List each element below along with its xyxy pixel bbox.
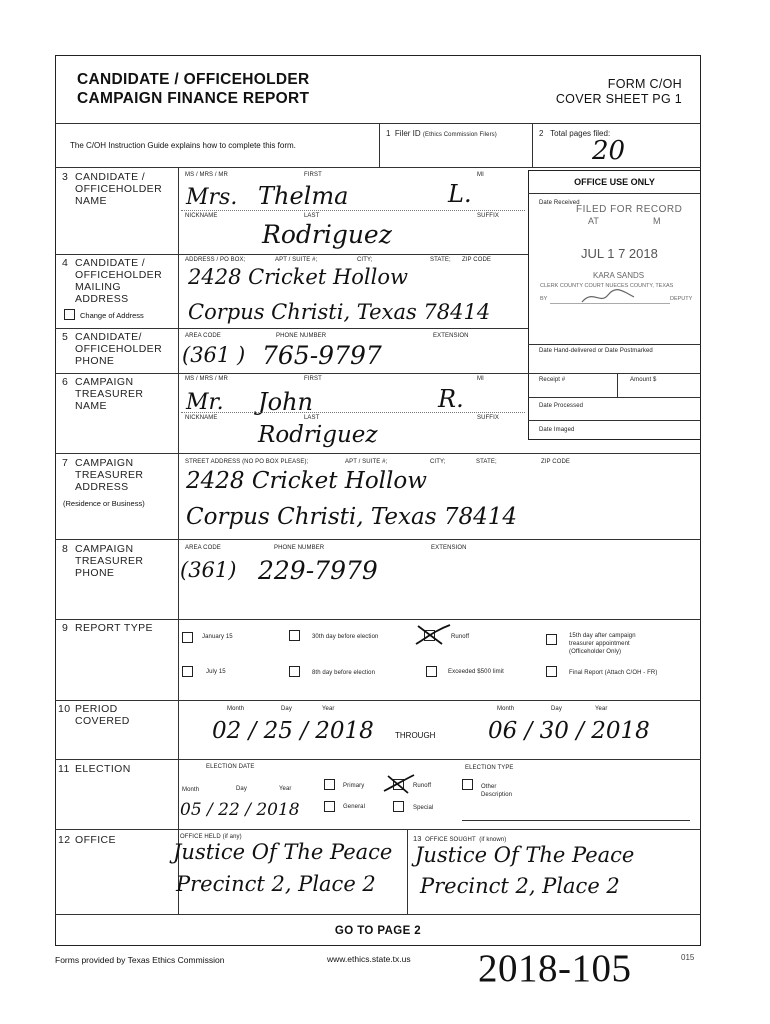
last-label: LAST (304, 415, 320, 421)
label-line: CANDIDATE / (75, 257, 146, 269)
treasurer-area-code[interactable]: (361) (180, 558, 237, 582)
day-label: Day (236, 786, 247, 792)
label-line: NAME (75, 195, 107, 207)
divider (55, 700, 701, 701)
filer-note: (Ethics Commission Filers) (422, 132, 497, 138)
nickname-label: NICKNAME (185, 415, 218, 421)
office-sought-line2[interactable]: Precinct 2, Place 2 (420, 874, 620, 898)
address-label: ADDRESS / PO BOX; (185, 257, 246, 263)
section-12-label (58, 834, 116, 846)
label-line: OFFICEHOLDER (75, 343, 163, 355)
form-title (77, 70, 310, 108)
stamp-date: JUL 1 7 2018 (581, 246, 658, 261)
city-label: CITY; (430, 459, 446, 465)
stamp-by: BY (540, 296, 548, 302)
form-revision: 015 (681, 953, 695, 962)
document-number: 2018-105 (478, 947, 632, 990)
30th-day-checkbox[interactable] (289, 630, 300, 641)
special-checkbox[interactable] (393, 801, 404, 812)
july-15-checkbox[interactable] (182, 666, 193, 677)
section-num: 7 (62, 457, 69, 469)
year-label: Year (279, 786, 292, 792)
year-label: Year (595, 706, 608, 712)
form-id (556, 77, 682, 107)
change-of-address-label: Change of Address (80, 311, 144, 320)
treasurer-address-line2[interactable]: Corpus Christi, Texas 78414 (186, 504, 518, 530)
general-label: General (343, 804, 366, 810)
label-line: CANDIDATE/ (75, 331, 142, 343)
suffix-label: SUFFIX (477, 213, 499, 219)
street-label: STREET ADDRESS (NO PO BOX PLEASE); (185, 459, 309, 465)
state-label: STATE; (430, 257, 451, 263)
label-line: REPORT TYPE (75, 622, 153, 634)
label-line: NAME (75, 400, 107, 412)
dotted-divider (181, 412, 525, 413)
8th-day-label: 8th day before election (312, 670, 376, 676)
month-label: Month (182, 787, 200, 793)
filer-id-label (386, 129, 497, 138)
label-line: PERIOD (75, 703, 118, 715)
website: www.ethics.state.tx.us (327, 954, 411, 964)
divider (55, 759, 701, 760)
period-from-date[interactable]: 02 / 25 / 2018 (212, 718, 374, 744)
day-label: Day (281, 706, 292, 712)
description-line (462, 820, 690, 821)
state-label: STATE; (476, 459, 497, 465)
section-10-label (58, 703, 173, 727)
section-6-label (62, 376, 177, 412)
check-mark-icon (414, 622, 454, 648)
divider (528, 344, 701, 345)
extension-label: EXTENSION (433, 333, 469, 339)
mi-label: MI (477, 376, 484, 382)
divider (55, 539, 701, 540)
other-election-checkbox[interactable] (462, 779, 473, 790)
label-line: OFFICE (75, 834, 116, 846)
label-line: CAMPAIGN (75, 376, 134, 388)
label-note: (if known) (479, 837, 507, 843)
july-15-label: July 15 (206, 669, 226, 675)
section-3-label (62, 171, 172, 207)
treasurer-address-line1[interactable]: 2428 Cricket Hollow (186, 468, 427, 494)
candidate-last-name[interactable]: Rodriguez (262, 220, 392, 249)
label-line: PHONE (75, 355, 115, 367)
general-checkbox[interactable] (324, 801, 335, 812)
period-to-date[interactable]: 06 / 30 / 2018 (488, 718, 650, 744)
stamp-clerk: CLERK COUNTY COURT NUECES COUNTY, TEXAS (540, 283, 674, 289)
divider (617, 373, 618, 397)
pages-label: Total pages filed: (550, 129, 611, 138)
nickname-label: NICKNAME (185, 213, 218, 219)
first-label: FIRST (304, 172, 322, 178)
election-date-label: ELECTION DATE (206, 764, 255, 770)
section-num: 10 (58, 703, 71, 715)
phone-number-label: PHONE NUMBER (276, 333, 327, 339)
treasurer-first-name[interactable]: John (258, 388, 313, 416)
candidate-first-name[interactable]: Thelma (258, 182, 349, 210)
label-line: ADDRESS (75, 293, 129, 305)
stamp-at: AT (588, 216, 599, 226)
instruction-text: The C/OH Instruction Guide explains how to complete this form. (70, 141, 296, 150)
forms-provided: Forms provided by Texas Ethics Commission (55, 955, 225, 965)
section-num: 9 (62, 622, 69, 634)
runoff-report-label: Runoff (451, 634, 470, 640)
go-to-page-2: GO TO PAGE 2 (334, 925, 422, 937)
divider (55, 914, 701, 915)
office-sought-label (413, 834, 506, 843)
last-label: LAST (304, 213, 320, 219)
label-line: (Officeholder Only) (569, 649, 622, 655)
residence-note: (Residence or Business) (63, 499, 145, 508)
processed-label: Date Processed (539, 403, 584, 409)
filer-label: Filer ID (394, 129, 421, 138)
ms-label: MS / MRS / MR (185, 172, 228, 178)
total-pages-value[interactable]: 20 (592, 136, 626, 166)
label-line: CAMPAIGN (75, 543, 134, 555)
other-election-label (481, 783, 512, 799)
label-text: OFFICE HELD (180, 834, 221, 840)
zip-label: ZIP CODE (541, 459, 571, 465)
stamp-deputy: DEPUTY (670, 296, 693, 302)
area-code-label: AREA CODE (185, 333, 221, 339)
stamp-name: KARA SANDS (593, 271, 645, 280)
form-title-line1: CANDIDATE / OFFICEHOLDER (77, 71, 310, 88)
section-num: 6 (62, 376, 69, 388)
city-label: CITY; (357, 257, 373, 263)
divider (55, 123, 701, 124)
mi-label: MI (477, 172, 484, 178)
date-received-label: Date Received (539, 200, 580, 206)
label-line: CANDIDATE / (75, 171, 146, 183)
filer-num: 1 (386, 129, 391, 138)
treasurer-middle-initial[interactable]: R. (438, 385, 464, 413)
label-line: COVERED (75, 715, 130, 727)
receipt-label: Receipt # (539, 377, 566, 383)
candidate-area-code[interactable]: (361 ) (182, 343, 246, 367)
election-type-label: ELECTION TYPE (465, 765, 514, 771)
15th-day-label (569, 632, 636, 656)
stamp-signature (578, 287, 638, 307)
divider (528, 193, 701, 194)
imaged-label: Date Imaged (539, 427, 575, 433)
year-label: Year (322, 706, 335, 712)
treasurer-title[interactable]: Mr. (186, 390, 224, 415)
divider (55, 619, 701, 620)
label-line: OFFICEHOLDER (75, 269, 163, 281)
pages-num: 2 (539, 129, 544, 138)
label-line: TREASURER (75, 555, 144, 567)
primary-checkbox[interactable] (324, 779, 335, 790)
section-num: 13 (413, 834, 422, 843)
divider (55, 373, 528, 374)
candidate-phone[interactable]: 765-9797 (262, 341, 382, 370)
label-line: TREASURER (75, 388, 144, 400)
special-label: Special (413, 805, 434, 811)
office-use-title: OFFICE USE ONLY (574, 177, 655, 187)
office-held-line1[interactable]: Justice Of The Peace (173, 840, 393, 864)
month-label: Month (227, 706, 245, 712)
label-note: (if any) (222, 834, 242, 840)
exceeded-limit-label: Exceeded $500 limit (448, 669, 504, 675)
divider (55, 167, 701, 168)
label-line: OFFICEHOLDER (75, 183, 163, 195)
form-title-line2: CAMPAIGN FINANCE REPORT (77, 90, 310, 107)
change-of-address-checkbox[interactable] (64, 309, 75, 320)
label-line: TREASURER (75, 469, 144, 481)
divider (379, 123, 380, 168)
apt-label: APT / SUITE #; (275, 257, 318, 263)
final-report-checkbox[interactable] (546, 666, 557, 677)
month-label: Month (497, 706, 515, 712)
day-label: Day (551, 706, 562, 712)
section-7-label (62, 457, 177, 493)
label-line: treasurer appointment (569, 641, 630, 647)
stamp-m: M (653, 216, 661, 226)
primary-label: Primary (343, 783, 365, 789)
label-line: CAMPAIGN (75, 457, 134, 469)
first-label: FIRST (304, 376, 322, 382)
exceeded-limit-checkbox[interactable] (426, 666, 437, 677)
candidate-address-line1[interactable]: 2428 Cricket Hollow (188, 265, 408, 289)
divider (55, 254, 528, 255)
label-line: Description (481, 792, 513, 798)
treasurer-last-name[interactable]: Rodriguez (258, 422, 378, 448)
15th-day-checkbox[interactable] (546, 634, 557, 645)
divider (55, 453, 701, 454)
apt-label: APT / SUITE #; (345, 459, 388, 465)
form-id-line2: COVER SHEET PG 1 (555, 92, 682, 106)
divider (407, 829, 408, 915)
label-line: 15th day after campaign (569, 633, 636, 639)
suffix-label: SUFFIX (477, 415, 499, 421)
divider (55, 328, 528, 329)
divider (528, 373, 701, 374)
divider (528, 397, 701, 398)
office-held-line2[interactable]: Precinct 2, Place 2 (176, 872, 376, 896)
section-5-label (62, 331, 177, 367)
january-15-checkbox[interactable] (182, 632, 193, 643)
form-id-line1: FORM C/OH (607, 77, 682, 91)
ms-label: MS / MRS / MR (185, 376, 228, 382)
divider (178, 167, 179, 915)
amount-label: Amount $ (630, 377, 657, 383)
section-num: 8 (62, 543, 69, 555)
phone-number-label: PHONE NUMBER (274, 545, 325, 551)
section-num: 11 (58, 763, 70, 775)
label-line: ELECTION (75, 763, 131, 775)
8th-day-checkbox[interactable] (289, 666, 300, 677)
extension-label: EXTENSION (431, 545, 467, 551)
candidate-address-line2[interactable]: Corpus Christi, Texas 78414 (188, 300, 491, 324)
candidate-title[interactable]: Mrs. (186, 185, 238, 210)
hand-delivered-label: Date Hand-delivered or Date Postmarked (539, 348, 653, 354)
through-label: THROUGH (395, 731, 436, 740)
area-code-label: AREA CODE (185, 545, 221, 551)
stamp-filed: FILED FOR RECORD (576, 204, 683, 215)
section-4-label (62, 257, 177, 305)
section-9-label (62, 622, 153, 634)
january-15-label: January 15 (202, 634, 233, 640)
section-11-label (58, 763, 131, 775)
section-num: 12 (58, 834, 71, 846)
label-text: OFFICE SOUGHT (425, 837, 476, 843)
dotted-divider (181, 210, 525, 211)
treasurer-phone[interactable]: 229-7979 (258, 556, 378, 585)
section-8-label (62, 543, 177, 579)
divider (55, 829, 701, 830)
label-line: ADDRESS (75, 481, 129, 493)
runoff-election-label: Runoff (413, 783, 432, 789)
section-num: 5 (62, 331, 69, 343)
divider (528, 420, 701, 421)
section-num: 3 (62, 171, 69, 183)
label-line: MAILING (75, 281, 121, 293)
divider (532, 123, 533, 168)
section-num: 4 (62, 257, 69, 269)
final-report-label: Final Report (Attach C/OH - FR) (569, 670, 658, 676)
candidate-middle-initial[interactable]: L. (448, 180, 472, 208)
office-sought-line1[interactable]: Justice Of The Peace (415, 843, 635, 867)
election-date[interactable]: 05 / 22 / 2018 (180, 800, 300, 820)
label-line: PHONE (75, 567, 115, 579)
zip-label: ZIP CODE (462, 257, 492, 263)
30th-day-label: 30th day before election (312, 634, 379, 640)
label-line: Other (481, 784, 497, 790)
